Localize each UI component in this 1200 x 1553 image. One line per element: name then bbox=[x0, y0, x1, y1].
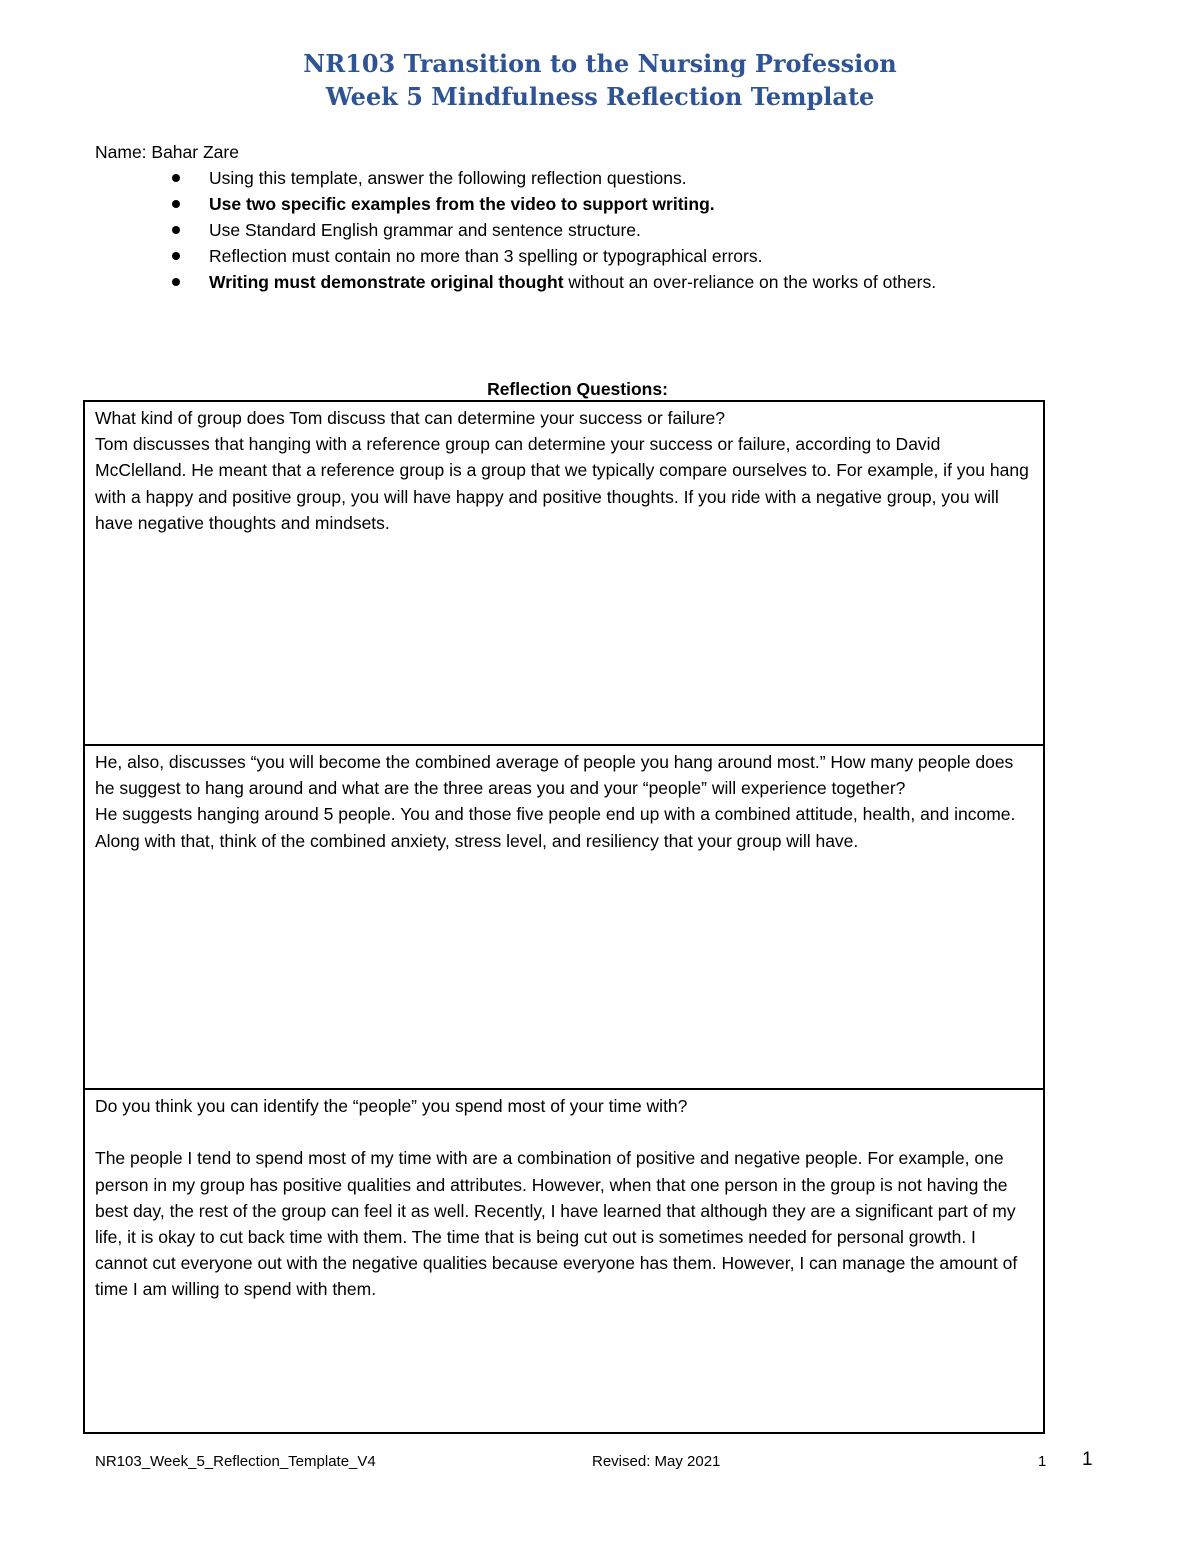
question-1: What kind of group does Tom discuss that can determine your success or failure? bbox=[95, 408, 725, 428]
question-2: He, also, discusses “you will become the combined average of people you hang around most.” How many people does he suggest to hang around and what are the three areas you and your “people” will experience together? bbox=[95, 752, 1014, 799]
answer-2[interactable]: He suggests hanging around 5 people. You and those five people end up with a combined attitude, health, and income. Along with that, think of the combined anxiety, stress level, and resiliency that your group will have. bbox=[95, 804, 1016, 851]
instruction-item: Writing must demonstrate original thought without an over-reliance on the works of others. bbox=[95, 270, 936, 296]
reflection-box-3[interactable] bbox=[83, 1088, 1045, 1434]
instruction-item: Use Standard English grammar and sentence structure. bbox=[95, 218, 936, 244]
bullet-icon bbox=[172, 174, 180, 182]
bullet-icon bbox=[172, 252, 180, 260]
bullet-icon bbox=[172, 200, 180, 208]
footer-document-id: NR103_Week_5_Reflection_Template_V4 bbox=[95, 1453, 376, 1470]
instructions-list bbox=[95, 166, 936, 296]
reflection-box-1[interactable] bbox=[83, 400, 1045, 746]
document-subtitle: Week 5 Mindfulness Reflection Template bbox=[325, 82, 875, 111]
answer-1[interactable]: Tom discusses that hanging with a reference group can determine your success or failure, according to David McClelland. He meant that a reference group is a group that we typically compare ourselves to. For example, if you hang with a happy and positive group, you will have happy and positive thoughts. If you ride with a negative group, you will have negative thoughts and mindsets. bbox=[95, 434, 1029, 533]
viewer-page-number: 1 bbox=[1082, 1449, 1093, 1470]
bullet-icon bbox=[172, 226, 180, 234]
footer-page-number: 1 bbox=[1038, 1453, 1047, 1470]
instruction-item: Using this template, answer the following reflection questions. bbox=[95, 166, 936, 192]
answer-3[interactable]: The people I tend to spend most of my time with are a combination of positive and negative people. For example, one person in my group has positive qualities and attributes. However, when that one person in the group is not having the best day, the rest of the group can feel it as well. Recently, I have learned that although they are a significant part of my life, it is okay to cut back time with them. The time that is being cut out is sometimes needed for personal growth. I cannot cut everyone out with the negative qualities because everyone has them. However, I can manage the amount of time I am willing to spend with them. bbox=[95, 1148, 1018, 1300]
reflection-box-2[interactable] bbox=[83, 744, 1045, 1090]
student-name: Name: Bahar Zare bbox=[95, 142, 239, 162]
instruction-item: Reflection must contain no more than 3 spelling or typographical errors. bbox=[95, 244, 936, 270]
instruction-item: Use two specific examples from the video to support writing. bbox=[95, 192, 936, 218]
question-3: Do you think you can identify the “people” you spend most of your time with? bbox=[95, 1096, 688, 1116]
document-title: NR103 Transition to the Nursing Profession bbox=[303, 49, 897, 78]
bullet-icon bbox=[172, 278, 180, 286]
spacer bbox=[85, 1119, 1043, 1145]
footer-revised-date: Revised: May 2021 bbox=[592, 1453, 721, 1470]
reflection-heading: Reflection Questions: bbox=[487, 379, 668, 399]
